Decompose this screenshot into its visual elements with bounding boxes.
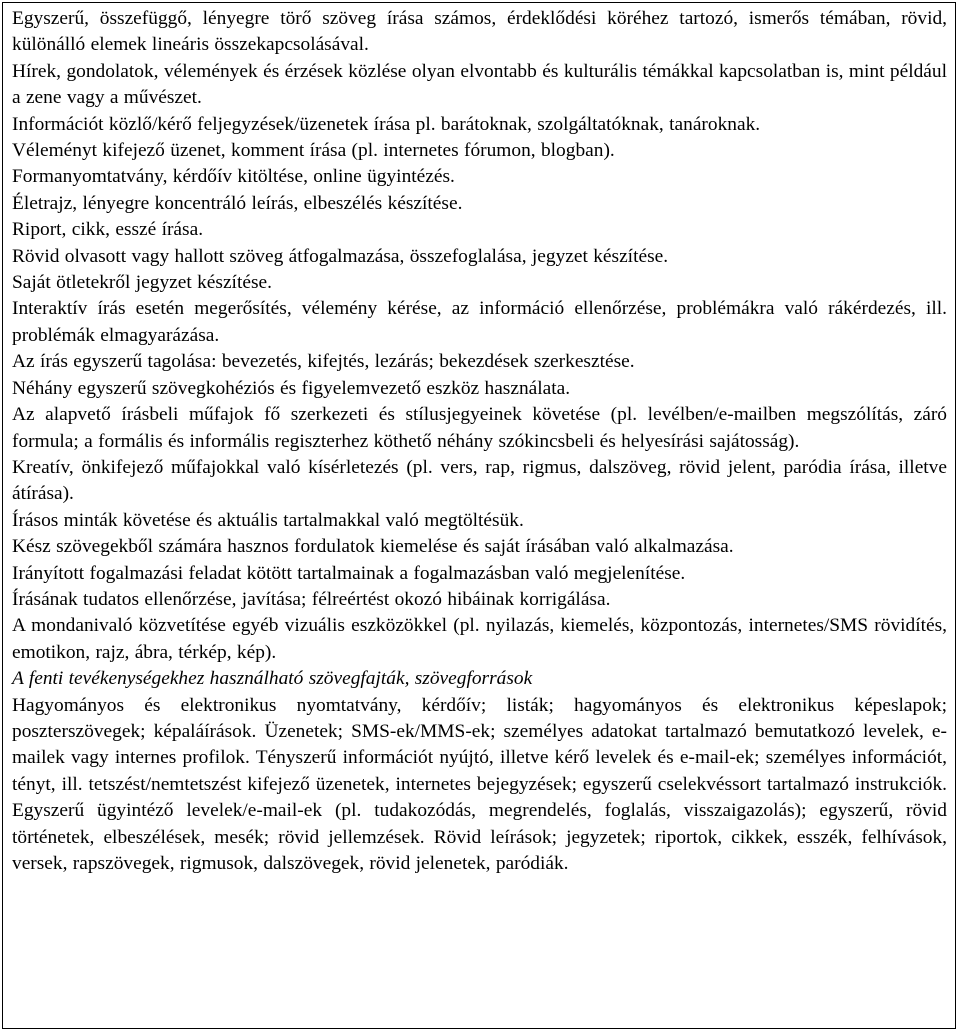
paragraph-2: Hírek, gondolatok, vélemények és érzések közlése olyan elvontabb és kulturális témákkal kapcsolatban is, mint például a zene vagy a művészet. (12, 60, 947, 109)
paragraph-18: Írásának tudatos ellenőrzése, javítása; félreértést okozó hibáinak korrigálása. (12, 588, 611, 610)
paragraph-6: Életrajz, lényegre koncentráló leírás, elbeszélés készítése. (12, 192, 463, 214)
paragraph-12: Néhány egyszerű szövegkohéziós és figyelemvezető eszköz használata. (12, 377, 571, 399)
paragraph-9: Saját ötletekről jegyzet készítése. (12, 272, 272, 294)
paragraph-14: Kreatív, önkifejező műfajokkal való kísérletezés (pl. vers, rap, rigmus, dalszöveg, rövid jelent, paródia írása, illetve átírása). (12, 456, 947, 505)
paragraph-11: Az írás egyszerű tagolása: bevezetés, kifejtés, lezárás; bekezdések szerkesztése. (12, 351, 635, 373)
paragraph-3: Információt közlő/kérő feljegyzések/üzenetek írása pl. barátoknak, szolgáltatóknak, tanároknak. (12, 113, 761, 135)
paragraph-4: Véleményt kifejező üzenet, komment írása (pl. internetes fórumon, blogban). (12, 140, 615, 162)
section-heading: A fenti tevékenységekhez használható szövegfajták, szövegforrások (12, 668, 533, 690)
paragraph-text-types: Hagyományos és elektronikus nyomtatvány, kérdőív; listák; hagyományos és elektronikus képeslapok; poszterszövegek; képaláírások. Üzenetek; SMS-ek/MMS-ek; személyes adatokat tartalmazó bemutatkozó levelek, e-mailek vagy internes profilok. Tényszerű információt nyújtó, illetve kérő levelek és e-mail-ek; személyes információt, tényt, ill. tetszést/nemtetszést kifejező üzenetek, internetes bejegyzések; egyszerű cselekvéssort tartalmazó instrukciók. Egyszerű ügyintéző levelek/e-mail-ek (pl. tudakozódás, megrendelés, foglalás, visszaigazolás); egyszerű, rövid történetek, elbeszélések, mesék; rövid jellemzések. Rövid leírások; jegyzetek; riportok, cikkek, esszék, felhívások, versek, rapszövegek, rigmusok, dalszövegek, rövid jelenetek, paródiák. (12, 694, 947, 874)
paragraph-1: Egyszerű, összefüggő, lényegre törő szöveg írása számos, érdeklődési köréhez tartozó, ismerős témában, rövid, különálló elemek lineáris összekapcsolásával. (12, 8, 947, 56)
paragraph-8: Rövid olvasott vagy hallott szöveg átfogalmazása, összefoglalása, jegyzet készítése. (12, 245, 669, 267)
paragraph-19: A mondanivaló közvetítése egyéb vizuális eszközökkel (pl. nyilazás, kiemelés, központozás, internetes/SMS rövidítés, emotikon, rajz, ábra, térkép, kép). (12, 615, 947, 663)
paragraph-5: Formanyomtatvány, kérdőív kitöltése, online ügyintézés. (12, 166, 455, 188)
paragraph-13: Az alapvető írásbeli műfajok fő szerkezeti és stílusjegyeinek követése (pl. levélben/e-mailben megszólítás, záró formula; a formális és informális regiszterhez köthető néhány szókincsbeli és helyesírási sajátosság). (12, 404, 947, 452)
paragraph-10: Interaktív írás esetén megerősítés, vélemény kérése, az információ ellenőrzése, problémákra való rákérdezés, ill. problémák elmagyarázása. (12, 298, 947, 346)
paragraph-15: Írásos minták követése és aktuális tartalmakkal való megtöltésük. (12, 509, 524, 531)
paragraph-16: Kész szövegekből számára hasznos fordulatok kiemelése és saját írásában való alkalmazása. (12, 536, 734, 558)
paragraph-17: Irányított fogalmazási feladat kötött tartalmainak a fogalmazásban való megjelenítése. (12, 562, 686, 584)
paragraph-7: Riport, cikk, esszé írása. (12, 219, 204, 241)
document-frame (2, 2, 956, 1029)
